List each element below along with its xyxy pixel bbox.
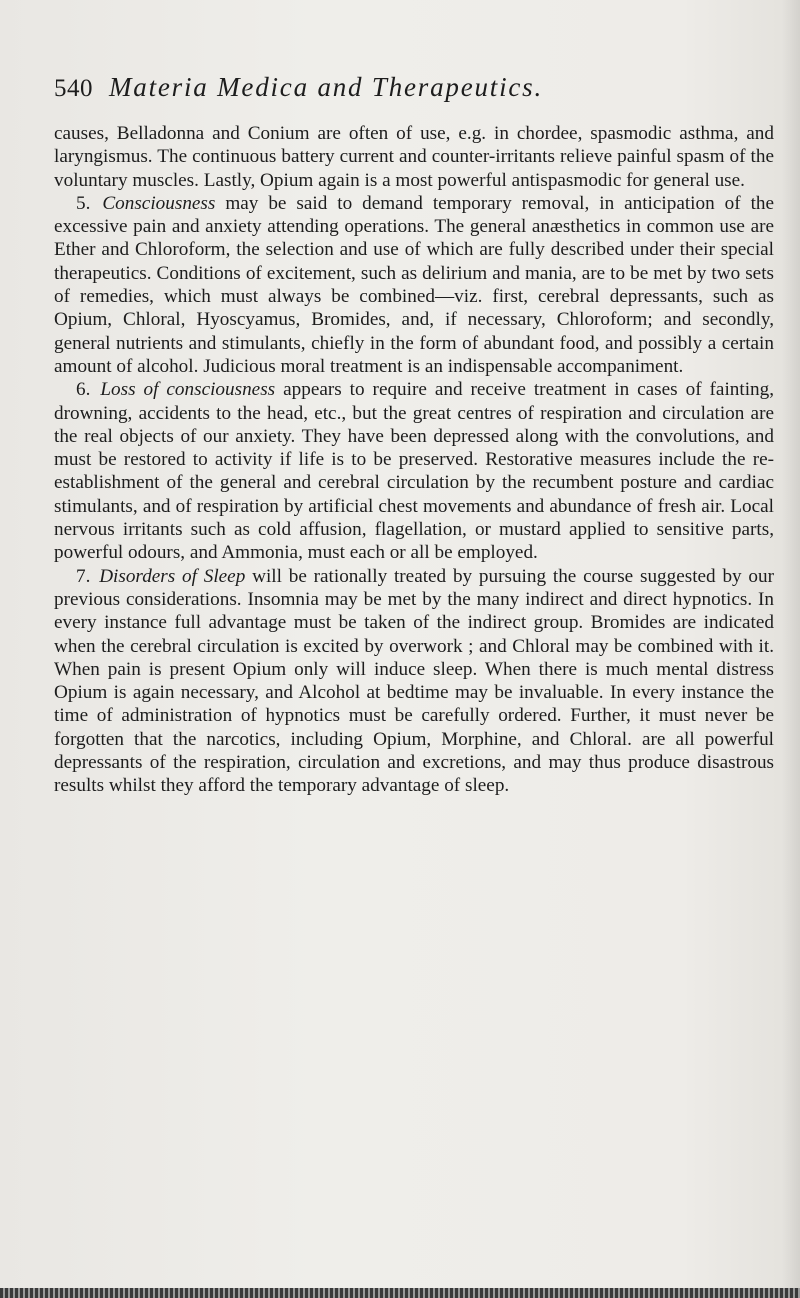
page-number: 540 [54, 75, 93, 102]
page-header [54, 72, 754, 112]
running-title: Materia Medica and Therapeutics. [109, 72, 544, 102]
page-edge-shadow [782, 0, 800, 1298]
section-heading: Consciousness [102, 192, 216, 214]
section-heading: Disorders of Sleep [99, 565, 246, 587]
paragraph-text: causes, Belladonna and Conium are often of use, e.g. in chordee, spasmodic asthma, and laryngismus. The continuous battery current and counter-irritants relieve painful spasm of the voluntary muscles. Lastly, Opium again is a most powerful antispasmodic for general use. [54, 123, 774, 191]
section-number: 6. [76, 379, 91, 401]
paragraph-continuation [54, 122, 774, 192]
body-text [54, 122, 774, 798]
section-number: 5. [76, 192, 91, 214]
paragraph-text: appears to require and receive treatment in cases of fainting, drowning, accidents to the head, etc., but the great centres of respiration and circulation are the real objects of our anxiety. They have been depressed along with the convolutions, and must be restored to activity if life is to be preserved. Restorative measures include the re-establishment of the general and cerebral circulation by the recumbent posture and cardiac stimulants, and of respiration by artificial chest movements and abundance of fresh air. Local nervous irritants such as cold affusion, flagellation, or mustard applied to sensitive parts, powerful odours, and Ammonia, must each or all be employed. [54, 379, 775, 564]
paragraph-text: will be rationally treated by pursuing the course suggested by our previous considerations. Insomnia may be met by the many indirect and direct hypnotics. In every instance full advantage must be taken of the indirect group. Bromides are indicated when the cerebral circulation is excited by overwork ; and Chloral may be combined with it. When pain is present Opium only will induce sleep. When there is much mental distress Opium is again necessary, and Alcohol at bedtime may be invaluable. In every instance the time of administration of hypnotics must be carefully ordered. Further, it must never be forgotten that the narcotics, including Opium, Morphine, and Chloral. are all powerful depressants of the respiration, circulation and excretions, and may thus produce disastrous results whilst they afford the temporary advantage of sleep. [54, 565, 774, 797]
paragraph-consciousness [54, 192, 774, 378]
paragraph-loss-of-consciousness [54, 378, 774, 564]
scan-bottom-edge [0, 1288, 800, 1298]
section-heading: Loss of consciousness [100, 379, 276, 401]
paragraph-disorders-of-sleep [54, 565, 774, 798]
section-number: 7. [76, 565, 91, 587]
paragraph-text: may be said to demand temporary removal, in anticipation of the excessive pain and anxiety attending operations. The general anæsthetics in common use are Ether and Chloroform, the selection and use of which are fully described under their special therapeutics. Conditions of excitement, such as delirium and mania, are to be met by two sets of remedies, which must always be combined—viz. first, cerebral depressants, such as Opium, Chloral, Hyoscyamus, Bromides, and, if necessary, Chloroform; and secondly, general nutrients and stimulants, chiefly in the form of abundant food, and possibly a certain amount of alcohol. Judicious moral treatment is an indispensable accompaniment. [54, 192, 775, 377]
